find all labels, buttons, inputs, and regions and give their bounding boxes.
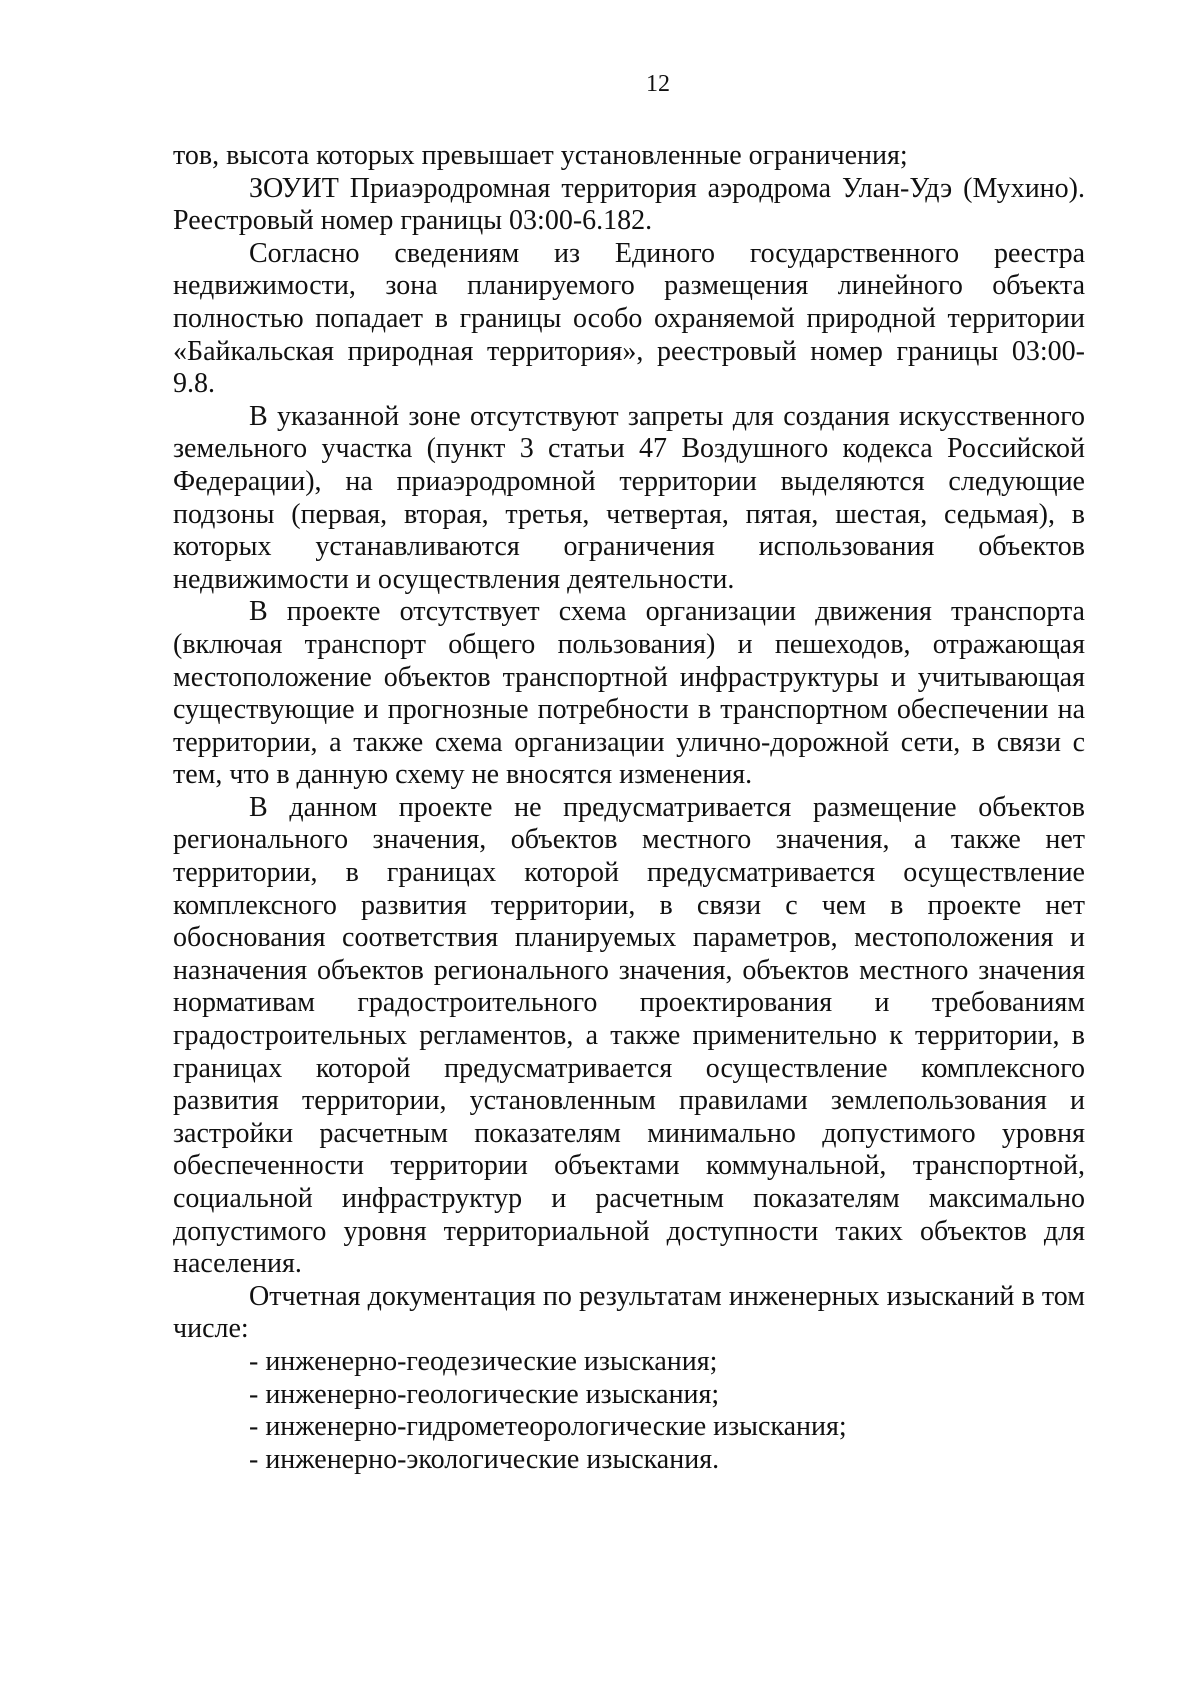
survey-list <box>173 1346 1085 1476</box>
paragraph: тов, высота которых превышает установленные ограничения; <box>173 140 908 171</box>
paragraph: В данном проекте не предусматривается размещение объектов регионального значения, объектов местного значения, а также нет территории, в границах которой предусматривается осуществление комплексного развития территории, в связи с чем в проекте нет обоснования соответствия планируемых параметров, местоположения и назначения объектов регионального значения, объектов местного значения нормативам градостроительного проектирования и требованиям градостроительных регламентов, а также применительно к территории, в границах которой предусматривается осуществление комплексного развития территории, установленным правилами землепользования и застройки расчетным показателям минимально допустимого уровня обеспеченности территории объектами коммунальной, транспортной, социальной инфраструктур и расчетным показателям максимально допустимого уровня территориальной доступности таких объектов для населения. <box>173 791 1085 1280</box>
list-item: - инженерно-геологические изыскания; <box>249 1378 720 1410</box>
page-number: 12 <box>646 71 670 97</box>
paragraph: Отчетная документация по результатам инженерных изысканий в том числе: <box>173 1280 1085 1345</box>
paragraph: ЗОУИТ Приаэродромная территория аэродрома Улан-Удэ (Мухино). Реестровый номер границы 03:00-6.182. <box>173 172 1085 237</box>
list-item: - инженерно-геодезические изыскания; <box>249 1345 718 1377</box>
paragraph: В указанной зоне отсутствуют запреты для создания искусственного земельного участка (пункт 3 статьи 47 Воздушного кодекса Российской Федерации), на приаэродромной территории выделяются следующие подзоны (первая, вторая, третья, четвертая, пятая, шестая, седьмая), в которых устанавливаются ограничения использования объектов недвижимости и осуществления деятельности. <box>173 400 1085 595</box>
paragraph: В проекте отсутствует схема организации движения транспорта (включая транспорт общего пользования) и пешеходов, отражающая местоположение объектов транспортной инфраструктуры и учитывающая существующие и прогнозные потребности в транспортном обеспечении на территории, а также схема организации улично-дорожной сети, в связи с тем, что в данную схему не вносятся изменения. <box>173 596 1085 791</box>
list-item: - инженерно-экологические изыскания. <box>249 1443 720 1475</box>
document-body <box>173 140 1085 1476</box>
paragraph: Согласно сведениям из Единого государственного реестра недвижимости, зона планируемого размещения линейного объекта полностью попадает в границы особо охраняемой природной территории «Байкальская природная территория», реестровый номер границы 03:00-9.8. <box>173 237 1085 400</box>
list-item: - инженерно-гидрометеорологические изыскания; <box>249 1411 847 1443</box>
